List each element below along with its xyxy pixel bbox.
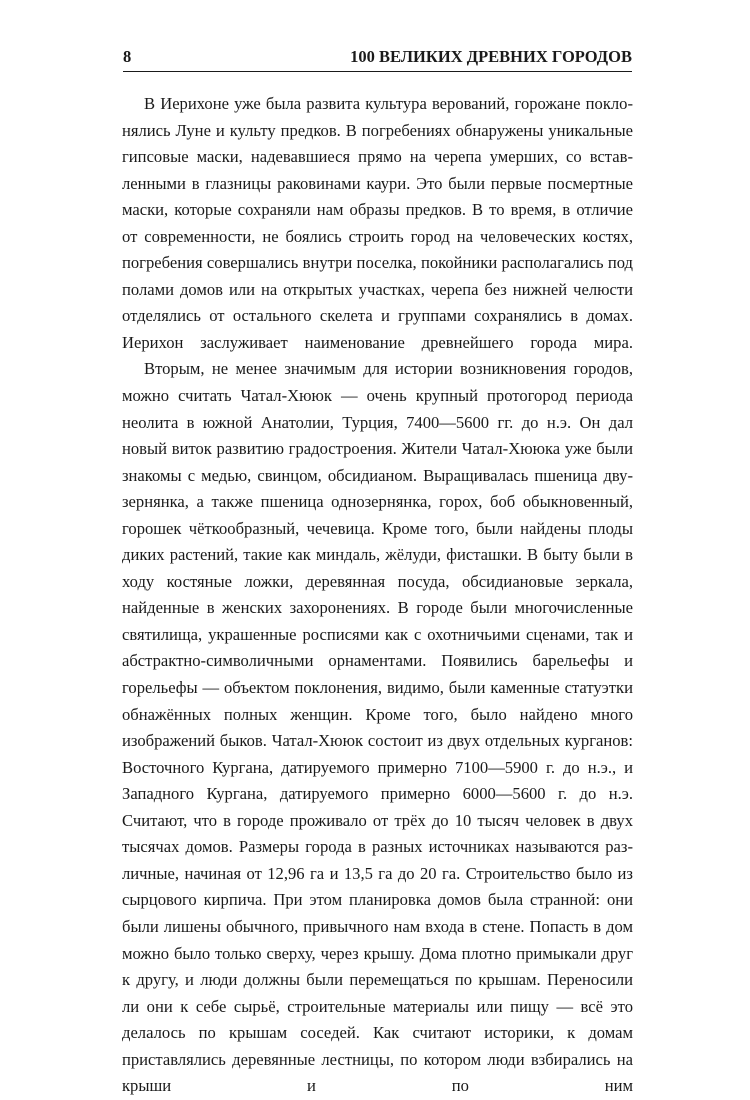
book-title: 100 ВЕЛИКИХ ДРЕВНИХ ГОРОДОВ — [350, 47, 632, 66]
paragraph-catalhoyuk: Вторым, не менее значимым для истории возникновения городов, можно считать Чатал-Хююк — очень крупный протогород периода неолита в южной Анатолии, Турция, 7400—5600 гг. до н.э. Он дал новый виток развитию градостроения. Жители Чатал-Хююка уже были знакомы с медью, свинцом, обсидианом. Выращивалась пшеница двузернянка, а также пшеница однозернянка, горох, боб обыкновенный, горошек чёткообразный, чечевица. Кроме того, были найдены плоды диких растений, такие как миндаль, жёлуди, фисташки. В быту были в ходу костяные ложки, деревянная посуда, обсидиановые зеркала, найденные в женских захоронениях. В городе были многочисленные святилища, украшенные росписями как с охотничьими сценами, так и абстрактно-символичными орнаментами. Появились барельефы и горельефы — объектом поклонения, видимо, были каменные статуэтки обнажённых полных женщин. Кроме того, было найдено много изображений быков. Чатал-Хююк состоит из двух отдельных курганов: Восточного Кургана, датируемого примерно 7100—5900 г. до н.э., и Западного Кургана, датируемого примерно 6000—5600 г. до н.э. Считают, что в городе проживало от трёх до 10 тысяч человек в двух тысячах домов. Размеры города в разных источниках называются различные, начиная от 12,96 га и 13,5 га до 20 га. Строительство было из сырцового кирпича. При этом планировка домов была странной: они были лишены обычного, привычного нам входа в стене. Попасть в дом можно было только сверху, через крышу. Дома плотно примыкали друг к другу, и люди должны были перемещаться по крышам. Переносили ли они к себе сырьё, строительные материалы или пищу — всё это делалось по крышам соседей. Как считают историки, к домам приставлялись деревянные лестницы, по котором люди взбирались на крыши и по ним — [122, 359, 633, 1096]
header-rule — [123, 71, 632, 72]
running-header — [123, 44, 632, 70]
body-text — [122, 91, 633, 1100]
page-number: 8 — [123, 47, 132, 66]
paragraph-jericho: В Иерихоне уже была развита культура верований, горожане поклонялись Луне и культу предков. В погребениях обнаружены уникальные гипсовые маски, надевавшиеся прямо на черепа умерших, со вставленными в глазницы раковинами каури. Это были первые посмертные маски, которые сохраняли нам образы предков. В то время, в отличие от современности, не боялись строить город на человеческих костях, погребения совершались внутри поселка, покойники располагались под полами домов или на открытых участках, черепа без нижней челюсти отделялись от остального скелета и группами сохранялись в домах. Иерихон заслуживает наименование древнейшего города мира. — [122, 94, 633, 352]
